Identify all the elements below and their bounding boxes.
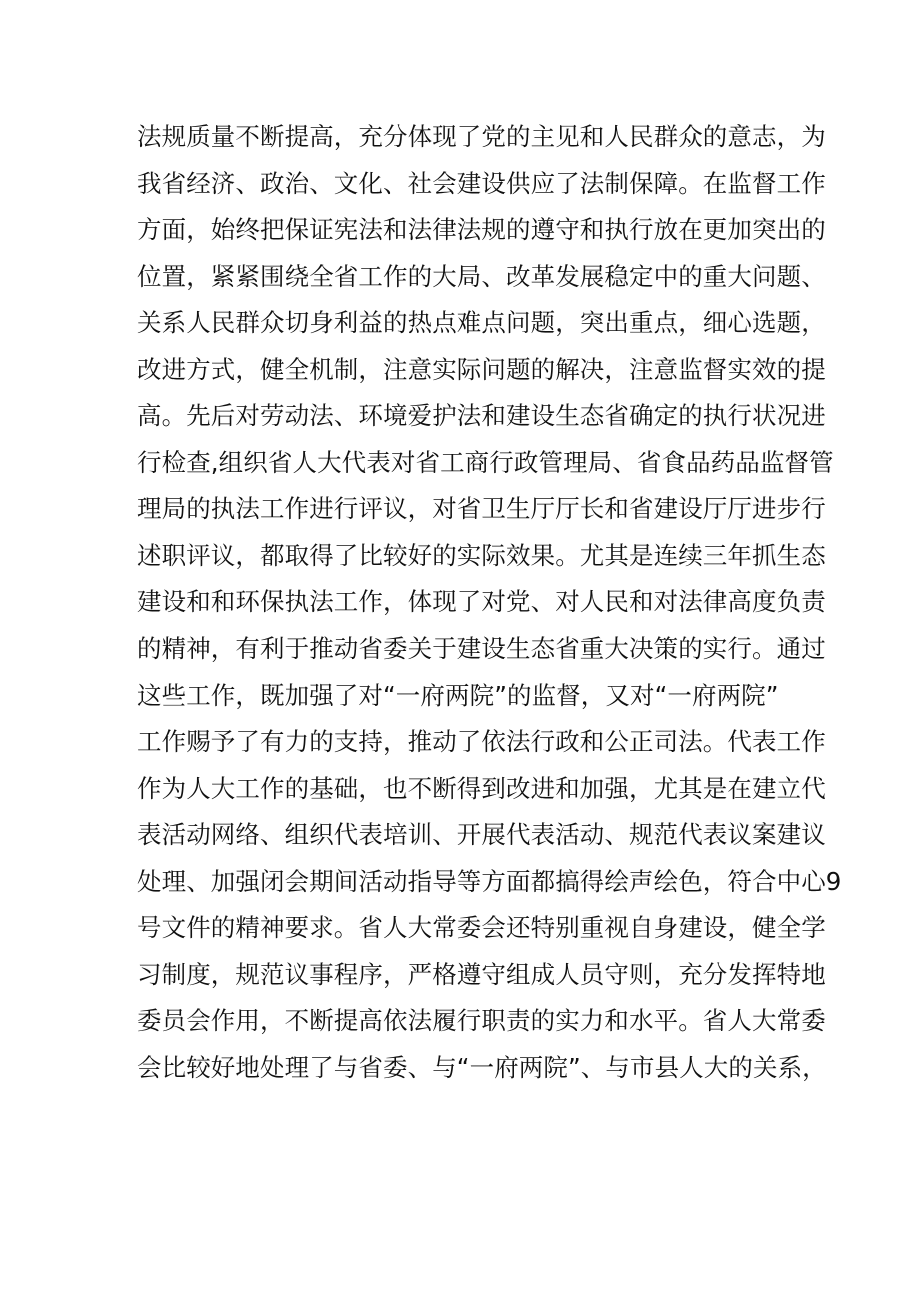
text-line-13: 这些工作，既加强了对“一府两院”的监督，又对“一府两院” bbox=[137, 680, 779, 710]
text-line-5: 关系人民群众切身利益的热点难点问题，突出重点，细心选题， bbox=[137, 308, 826, 338]
text-line-14: 工作赐予了有力的支持，推动了依法行政和公正司法。代表工作 bbox=[137, 727, 826, 757]
body-paragraph bbox=[137, 114, 842, 1091]
text-line-2: 我省经济、政治、文化、社会建设供应了法制保障。在监督工作 bbox=[137, 168, 826, 198]
text-line-7: 高。先后对劳动法、环境爱护法和建设生态省确定的执行状况进 bbox=[137, 401, 826, 431]
text-line-17: 处理、加强闭会期间活动指导等方面都搞得绘声绘色，符合中心9 bbox=[137, 866, 842, 896]
text-line-8: 行检查,组织省人大代表对省工商行政管理局、省食品药品监督管 bbox=[137, 447, 834, 477]
text-line-6: 改进方式，健全机制，注意实际问题的解决，注意监督实效的提 bbox=[137, 354, 826, 384]
text-line-12: 的精神，有利于推动省委关于建设生态省重大决策的实行。通过 bbox=[137, 634, 826, 664]
text-line-10: 述职评议，都取得了比较好的实际效果。尤其是连续三年抓生态 bbox=[137, 540, 826, 570]
text-line-4: 位置，紧紧围绕全省工作的大局、改革发展稳定中的重大问题、 bbox=[137, 261, 826, 291]
text-line-20: 委员会作用，不断提高依法履行职责的实力和水平。省人大常委 bbox=[137, 1006, 826, 1036]
text-line-21: 会比较好地处理了与省委、与“一府两院”、与市县人大的关系， bbox=[137, 1052, 827, 1082]
text-line-9: 理局的执法工作进行评议，对省卫生厅厅长和省建设厅厅进步行 bbox=[137, 494, 826, 524]
text-line-15: 作为人大工作的基础，也不断得到改进和加强，尤其是在建立代 bbox=[137, 773, 826, 803]
text-line-18: 号文件的精神要求。省人大常委会还特别重视自身建设，健全学 bbox=[137, 913, 826, 943]
text-line-1: 法规质量不断提高，充分体现了党的主见和人民群众的意志，为 bbox=[137, 122, 826, 151]
text-line-19: 习制度，规范议事程序，严格遵守组成人员守则，充分发挥特地 bbox=[137, 959, 826, 989]
text-line-16: 表活动网络、组织代表培训、开展代表活动、规范代表议案建议 bbox=[137, 820, 826, 850]
text-line-3: 方面，始终把保证宪法和法律法规的遵守和执行放在更加突出的 bbox=[137, 215, 826, 245]
text-line-11: 建设和和环保执法工作，体现了对党、对人民和对法律高度负责 bbox=[137, 587, 826, 617]
